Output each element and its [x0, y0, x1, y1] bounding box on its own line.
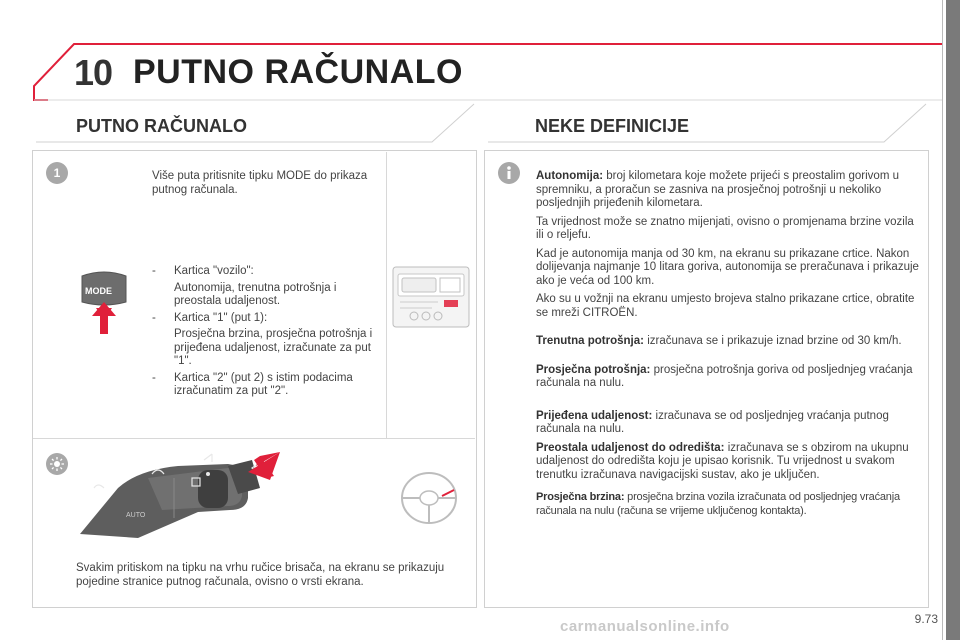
light-bulb-icon	[46, 453, 68, 475]
definition-item	[536, 293, 922, 320]
definition-item	[536, 170, 922, 211]
page-number: 9.73	[914, 612, 938, 626]
list-item-detail: Prosječna brzina, prosječna potrošnja i prijeđena udaljenost, izračunate za put "1".	[174, 328, 373, 367]
info-icon	[498, 162, 520, 184]
definition-term: Prijeđena udaljenost:	[536, 409, 653, 422]
definition-text: prosječna brzina vozila izračunata od posljednjeg vraćanja računala na nulu (računa se vrijeme uključenog kontakta).	[536, 491, 900, 517]
watermark: carmanualsonline.info	[560, 618, 730, 635]
definition-item	[536, 216, 922, 243]
left-section-title: PUTNO RAČUNALO	[76, 116, 247, 136]
definition-text: Ta vrijednost može se znatno mijenjati, ovisno o promjenama brzine vozila ili o reljefu.	[536, 215, 914, 241]
definition-term: Prosječna potrošnja:	[536, 363, 651, 376]
definitions-list	[536, 170, 922, 523]
step-badge: 1	[46, 162, 68, 184]
list-item-detail: Autonomija, trenutna potrošnja i preostala udaljenost.	[174, 281, 337, 307]
definition-text: Kad je autonomija manja od 30 km, na ekranu su prikazane crtice. Nakon dolijevanja najmanje 10 litara goriva, autonomija se preračunava i prikazuje ako je veća od 100 km.	[536, 247, 919, 287]
definition-term: Preostala udaljenost do odredišta:	[536, 441, 725, 454]
page-edge-tab	[946, 0, 960, 640]
definition-text: izračunava se s obzirom na ukupnu udaljenost do odredišta koju je upisao korisnik. Tu vrijednost u svakom trenutku izračunava navigacijski sustav, ako je uključen.	[536, 441, 909, 481]
definition-text: izračunava se od posljednjeg vraćanja putnog računala na nulu.	[536, 409, 889, 435]
definition-item	[536, 364, 922, 391]
tab-list	[152, 265, 377, 402]
definition-text: izračunava se i prikazuje iznad brzine od 30 km/h.	[647, 335, 902, 347]
list-item	[152, 372, 377, 399]
definition-text: prosječna potrošnja goriva od posljednjeg vraćanja računala na nulu.	[536, 363, 913, 389]
list-item-label: Kartica "vozilo":	[174, 265, 254, 277]
dashboard-thumbnail	[392, 266, 470, 328]
right-section-title: NEKE DEFINICIJE	[535, 116, 690, 136]
list-dash: -	[152, 265, 156, 277]
definition-term: Autonomija:	[536, 170, 604, 182]
list-item	[152, 312, 377, 326]
right-section-underline	[484, 100, 930, 146]
stalk-auto-label: AUTO	[126, 512, 146, 519]
mode-label: MODE	[85, 286, 112, 296]
page-title: PUTNO RAČUNALO	[133, 53, 463, 91]
list-item-label: Kartica "1" (put 1):	[174, 311, 268, 324]
definition-term: Trenutna potrošnja:	[536, 335, 644, 347]
left-section-underline	[32, 100, 478, 146]
left-panel-hdivider	[33, 438, 475, 439]
definition-item	[536, 335, 922, 349]
definition-item	[536, 491, 922, 518]
definition-item	[536, 410, 922, 437]
mode-button-illustration	[76, 268, 132, 336]
list-item	[152, 265, 377, 279]
intro-text: Više puta pritisnite tipku MODE do prikaza putnog računala.	[152, 170, 368, 196]
list-dash: -	[152, 371, 156, 384]
chapter-number: 10	[74, 52, 113, 93]
definition-text: Ako su u vožnji na ekranu umjesto brojeva stalno prikazane crtice, obratite se mreži CITROËN.	[536, 293, 915, 319]
definition-text: broj kilometara koje možete prijeći s preostalim gorivom u spremniku, a proračun se zasniva na prosječnoj potrošnji u nekoliko posljednjih prijeđenih kilometara.	[536, 170, 900, 209]
list-item-label: Kartica "2" (put 2) s istim podacima izračunatim za put "2".	[174, 371, 353, 397]
definition-term: Prosječna brzina:	[536, 491, 625, 503]
definition-item	[536, 442, 922, 483]
red-arrow-icon	[246, 448, 282, 482]
list-dash: -	[152, 311, 156, 324]
left-panel-divider	[386, 152, 387, 438]
bottom-note: Svakim pritiskom na tipku na vrhu ručice brisača, na ekranu se prikazuju pojedine stranice putnog računala, ovisno o vrsti ekrana.	[76, 562, 445, 588]
steering-wheel-thumbnail	[398, 468, 460, 526]
definition-item	[536, 248, 922, 289]
